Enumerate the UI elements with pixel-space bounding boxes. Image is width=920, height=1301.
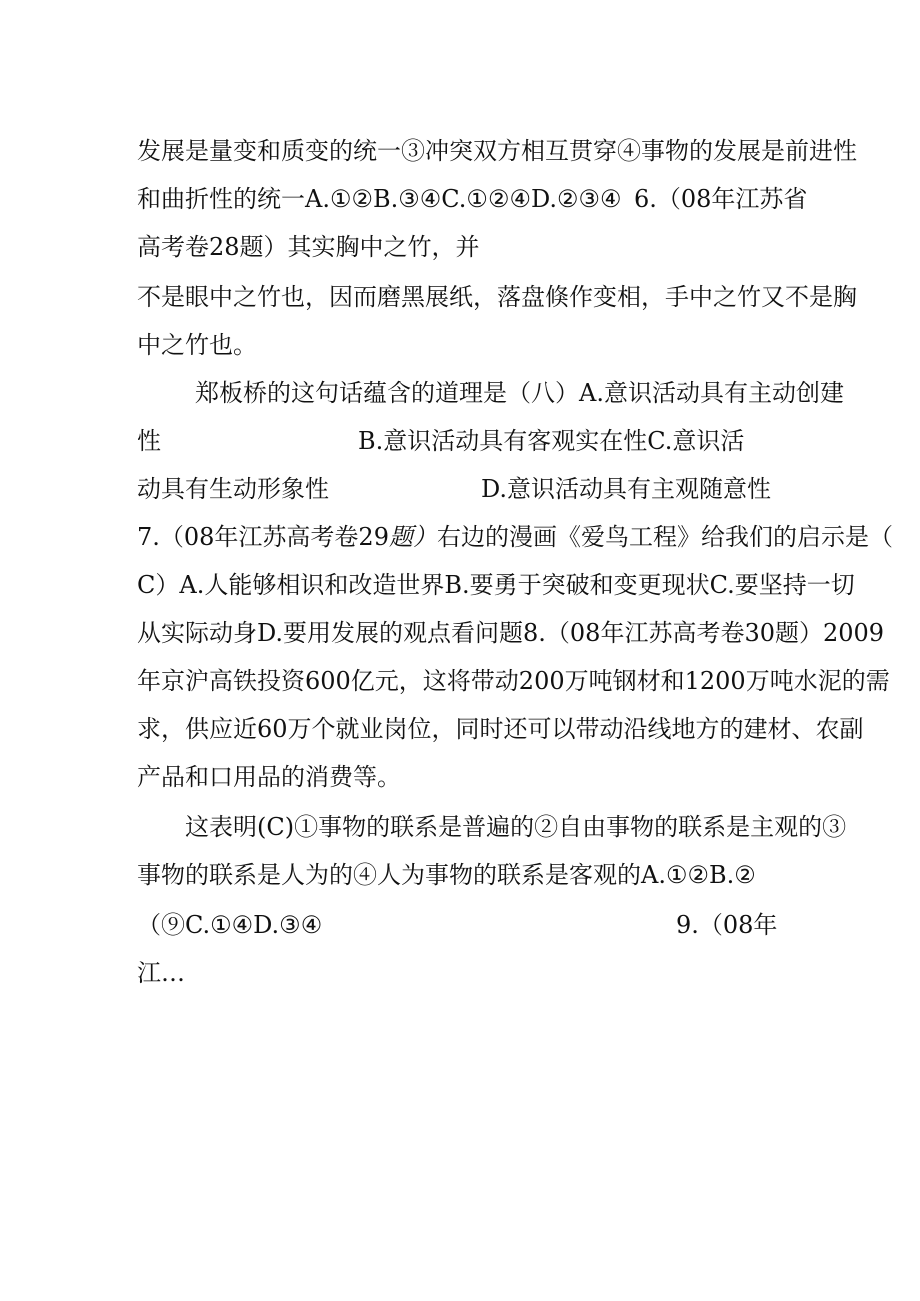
text-line-17: （⑨C.①④D.③④ xyxy=(137,911,323,939)
text-line-7: 性 xyxy=(137,427,161,455)
text-line-3: 高考卷28题）其实胸中之竹，并 xyxy=(137,233,480,261)
text-line-2: 和曲折性的统一A.①②B.③④C.①②④D.②③④ xyxy=(137,185,622,213)
text-line-6: 郑板桥的这句话蕴含的道理是（八）A.意识活动具有主动创建 xyxy=(195,379,844,407)
text-line-8-tail: D.意识活动具有主观随意性 xyxy=(481,475,772,503)
text-line-16: 事物的联系是人为的④人为事物的联系是客观的A.①②B.② xyxy=(137,861,756,889)
text-line-10: C）A.人能够相识和改造世界B.要勇于突破和变更现状C.要坚持一切 xyxy=(137,571,855,599)
text-line-7-tail: B.意识活动具有客观实在性C.意识活 xyxy=(358,427,745,455)
text-line-11: 从实际动身D.要用发展的观点看问题8.（08年江苏高考卷30题）2009 xyxy=(137,619,885,647)
text-line-2-tail: 6.（08年江苏省 xyxy=(634,185,808,213)
text-line-5: 中之竹也。 xyxy=(137,331,257,359)
text-line-8: 动具有生动形象性 xyxy=(137,475,329,503)
text-line-9 xyxy=(137,522,893,552)
text-line-17-tail: 9.（08年 xyxy=(676,911,778,939)
text-line-13: 求，供应近60万个就业岗位，同时还可以带动沿线地方的建材、农副 xyxy=(137,715,864,743)
text-line-14: 产品和口用品的消费等。 xyxy=(137,763,401,791)
text-line-9-b: 右边的漫画《爱鸟工程》给我们的启示是（ xyxy=(436,523,893,551)
text-line-1: 发展是量变和质变的统一③冲突双方相互贯穿④事物的发展是前进性 xyxy=(137,137,857,165)
text-line-9-a: 7.（08年江苏高考卷29 xyxy=(137,523,389,551)
text-line-4: 不是眼中之竹也，因而磨黑展纸，落盘倏作变相，手中之竹又不是胸 xyxy=(137,283,857,311)
text-line-9-italic: 题） xyxy=(388,523,437,551)
text-line-15: 这表明(C)①事物的联系是普遍的②自由事物的联系是主观的③ xyxy=(185,813,847,841)
text-line-18: 江… xyxy=(137,959,185,987)
text-line-12: 年京沪高铁投资600亿元，这将带动200万吨钢材和1200万吨水泥的需 xyxy=(137,667,890,695)
